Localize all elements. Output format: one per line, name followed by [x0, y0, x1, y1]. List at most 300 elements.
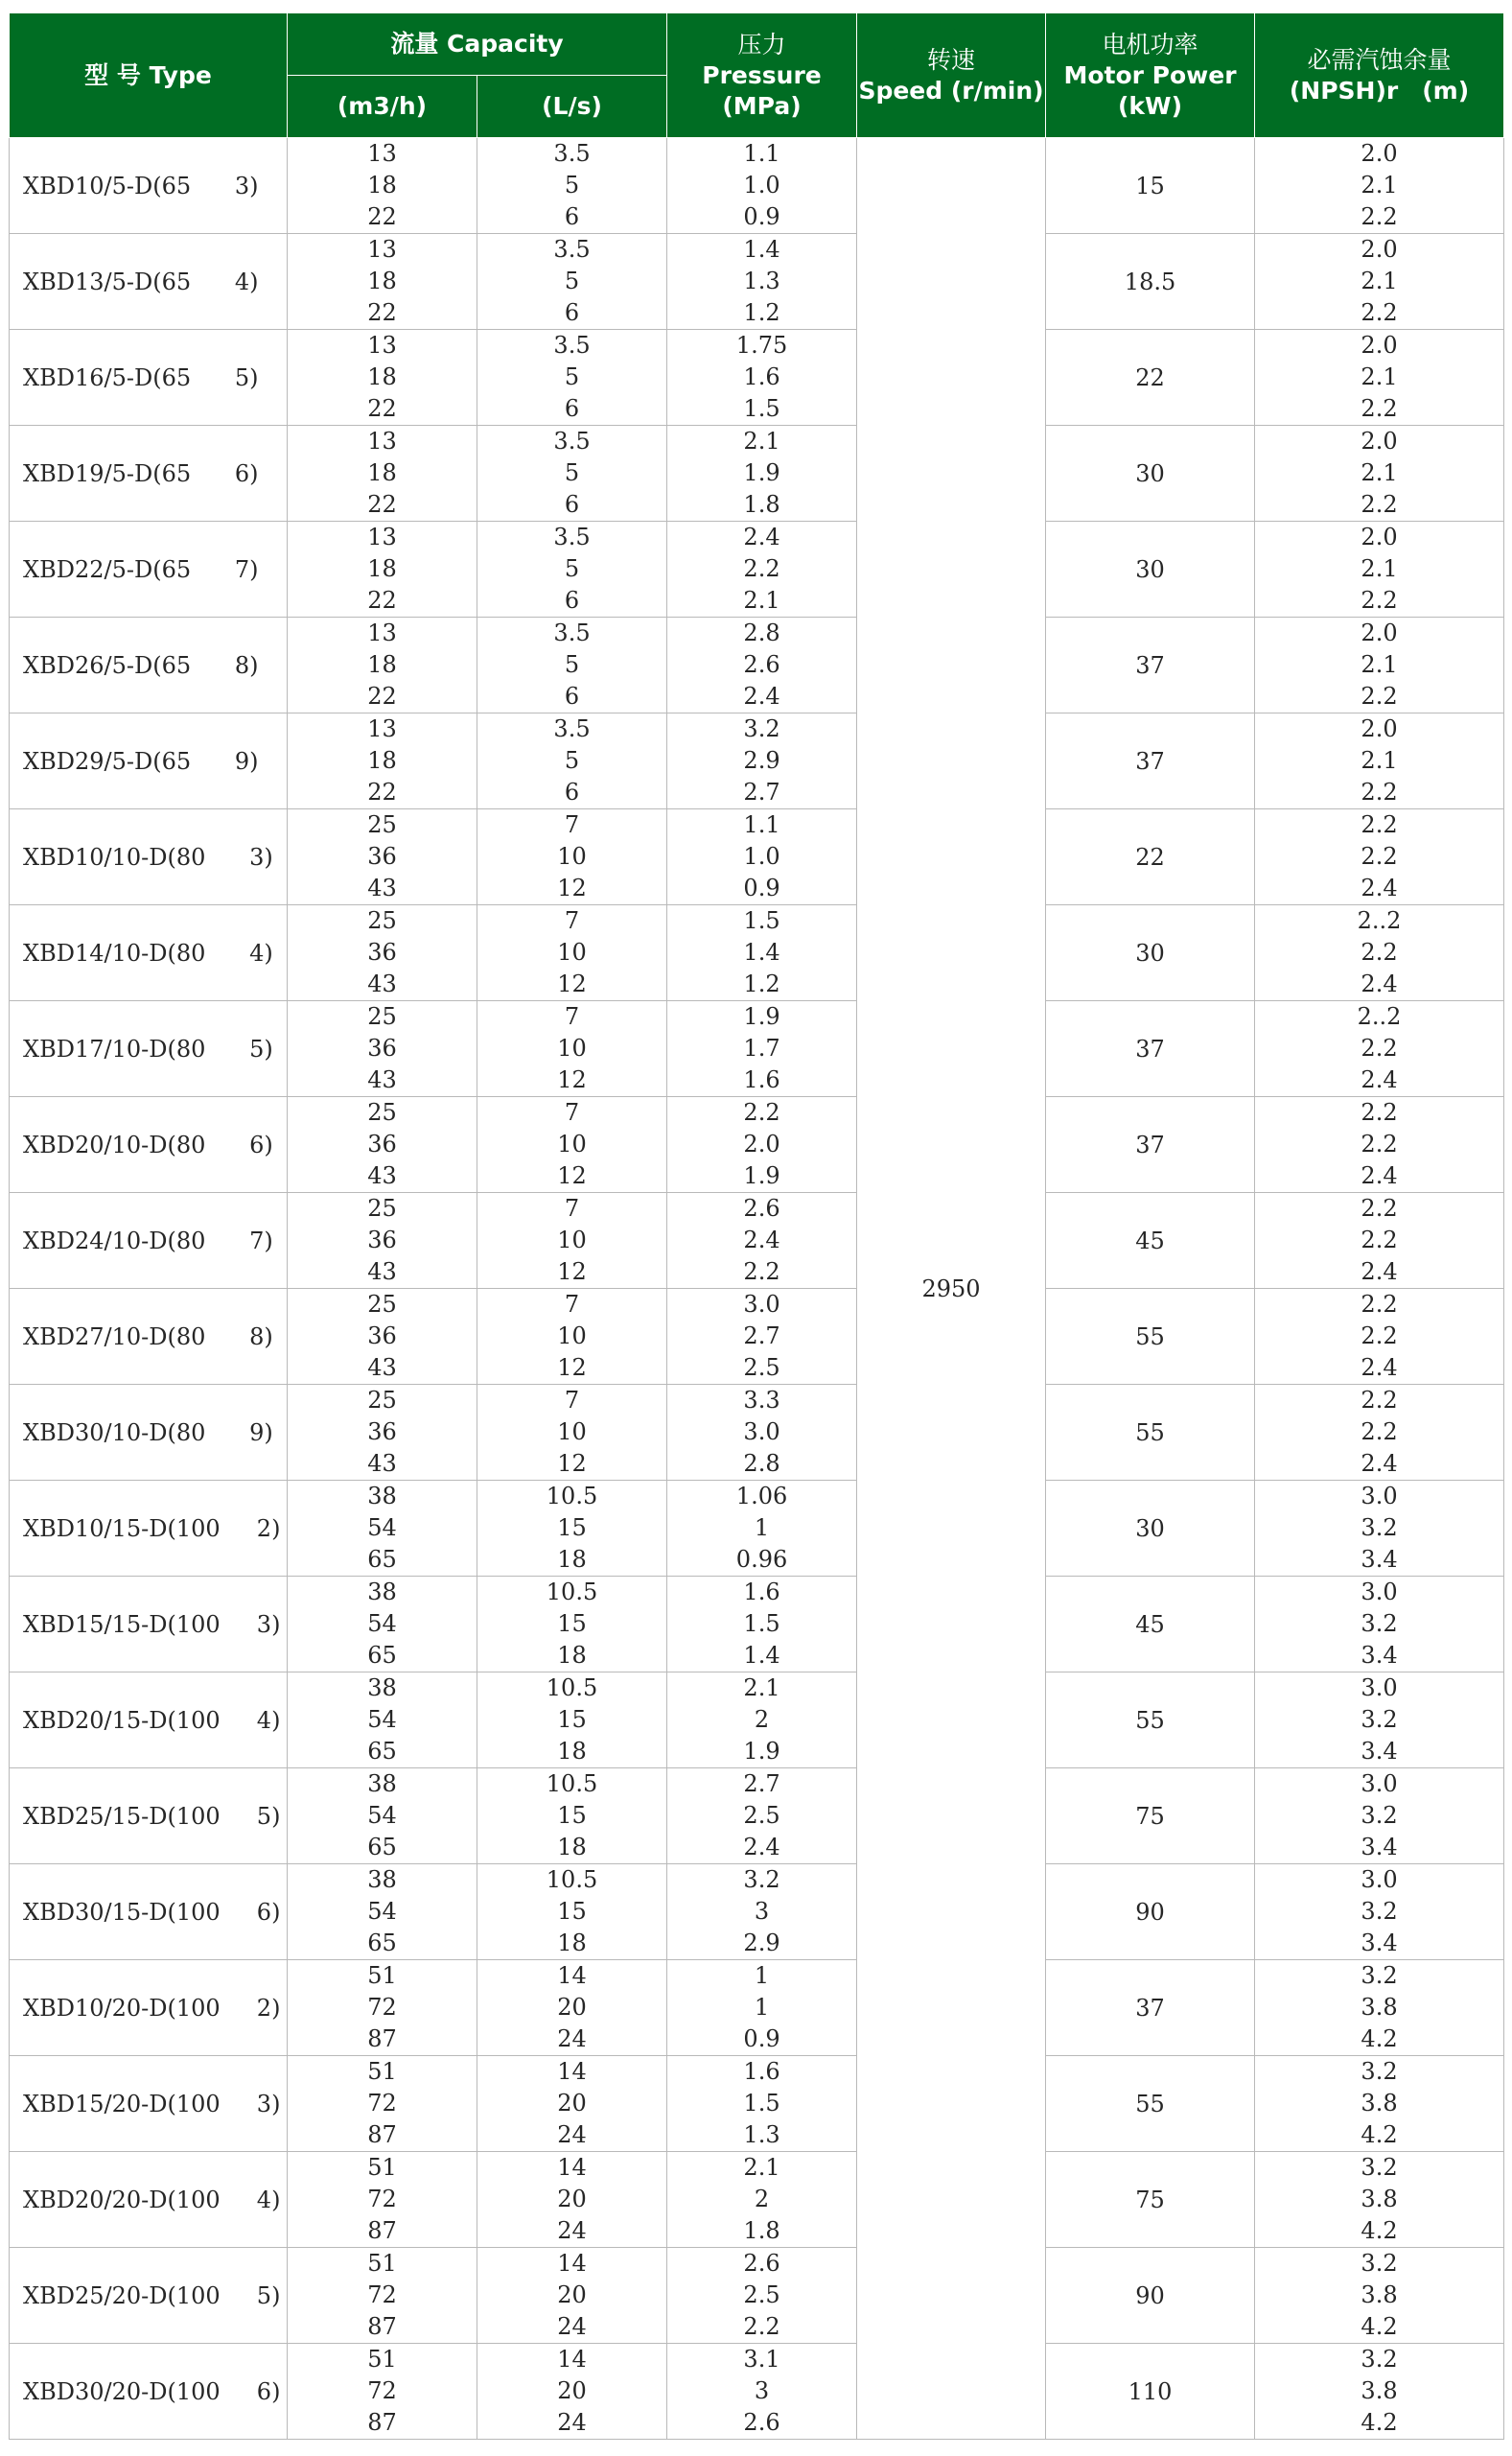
capacity-m3h-value: 54 — [367, 1802, 397, 1829]
table-row — [10, 2344, 1504, 2440]
motor-power-cell: 15 — [1046, 138, 1255, 234]
pressure-value: 1.5 — [743, 907, 780, 934]
pressure-value: 2.7 — [743, 1770, 780, 1797]
motor-power-cell: 110 — [1046, 2344, 1255, 2440]
capacity-ls-cell — [477, 2248, 667, 2344]
npsh-value: 2.2 — [1361, 843, 1398, 870]
npsh-value: 2.0 — [1361, 428, 1398, 455]
header-pressure-en: Pressure — [702, 60, 822, 89]
model-type-cell: XBD20/15-D(100 4) — [10, 1672, 288, 1768]
capacity-m3h-value: 54 — [367, 1610, 397, 1637]
npsh-value: 2.4 — [1361, 971, 1398, 997]
capacity-m3h-value: 87 — [367, 2409, 397, 2436]
capacity-ls-value: 14 — [557, 1962, 587, 1989]
pressure-value: 1.9 — [743, 1003, 780, 1030]
npsh-value: 2.2 — [1361, 299, 1398, 326]
capacity-ls-value: 18 — [557, 1834, 587, 1860]
capacity-ls-value: 20 — [557, 2090, 587, 2117]
table-row — [10, 905, 1504, 1001]
pressure-value: 2.1 — [743, 2154, 780, 2181]
table-row — [10, 1577, 1504, 1672]
pressure-value: 1.1 — [743, 140, 780, 167]
table-row — [10, 138, 1504, 234]
table-row — [10, 1481, 1504, 1577]
header-speed-en: Speed (r/min) — [858, 76, 1044, 105]
npsh-value: 2.2 — [1361, 939, 1398, 966]
capacity-m3h-value: 36 — [367, 1131, 397, 1158]
npsh-value: 3.4 — [1361, 1738, 1398, 1765]
npsh-value: 2.2 — [1361, 1099, 1398, 1126]
capacity-m3h-value: 51 — [367, 2250, 397, 2277]
model-type-cell: XBD10/15-D(100 2) — [10, 1481, 288, 1577]
npsh-value: 2.2 — [1361, 203, 1398, 230]
pressure-value: 3.2 — [743, 715, 780, 742]
pressure-cell — [667, 1001, 857, 1097]
header-npsh-zh: 必需汽蚀余量 — [1307, 45, 1452, 74]
capacity-ls-cell — [477, 138, 667, 234]
capacity-m3h-value: 18 — [367, 555, 397, 582]
speed-cell: 2950 — [857, 138, 1046, 2440]
pressure-value: 1.3 — [743, 268, 780, 294]
model-type-cell: XBD27/10-D(80 8) — [10, 1289, 288, 1385]
capacity-m3h-value: 22 — [367, 779, 397, 806]
capacity-m3h-cell — [288, 809, 477, 905]
capacity-ls-value: 10 — [557, 1227, 587, 1253]
model-type-cell: XBD10/5-D(65 3) — [10, 138, 288, 234]
capacity-ls-cell — [477, 713, 667, 809]
capacity-m3h-value: 36 — [367, 1035, 397, 1062]
pressure-value: 2.5 — [743, 1354, 780, 1381]
capacity-m3h-value: 13 — [367, 236, 397, 263]
npsh-cell — [1255, 330, 1504, 426]
table-body — [10, 138, 1504, 2440]
capacity-ls-value: 6 — [564, 299, 580, 326]
capacity-ls-value: 3.5 — [553, 236, 591, 263]
capacity-m3h-value: 38 — [367, 1674, 397, 1701]
pressure-value: 0.9 — [743, 2025, 780, 2052]
header-capacity-ls: (L/s) — [477, 76, 667, 138]
npsh-value: 2.4 — [1361, 1066, 1398, 1093]
capacity-ls-value: 5 — [564, 363, 580, 390]
npsh-value: 3.4 — [1361, 1546, 1398, 1573]
motor-power-cell: 30 — [1046, 905, 1255, 1001]
capacity-ls-value: 5 — [564, 651, 580, 678]
capacity-m3h-cell — [288, 2344, 477, 2440]
npsh-cell — [1255, 1577, 1504, 1672]
capacity-m3h-cell — [288, 234, 477, 330]
capacity-m3h-value: 72 — [367, 2281, 397, 2308]
pressure-value: 3 — [754, 1898, 770, 1925]
capacity-m3h-value: 72 — [367, 2377, 397, 2404]
capacity-ls-value: 10 — [557, 843, 587, 870]
capacity-m3h-cell — [288, 330, 477, 426]
npsh-value: 3.8 — [1361, 2377, 1398, 2404]
npsh-value: 3.4 — [1361, 1930, 1398, 1956]
pressure-value: 1.0 — [743, 843, 780, 870]
npsh-value: 3.2 — [1361, 2154, 1398, 2181]
pressure-value: 3 — [754, 2377, 770, 2404]
pressure-value: 2 — [754, 2186, 770, 2212]
npsh-cell — [1255, 905, 1504, 1001]
capacity-ls-value: 5 — [564, 555, 580, 582]
capacity-ls-value: 10.5 — [546, 1866, 598, 1893]
pressure-value: 2.1 — [743, 428, 780, 455]
capacity-m3h-value: 22 — [367, 395, 397, 422]
pressure-cell — [667, 234, 857, 330]
motor-power-cell: 90 — [1046, 1864, 1255, 1960]
pressure-value: 0.96 — [735, 1546, 788, 1573]
pressure-value: 1.0 — [743, 172, 780, 199]
capacity-m3h-value: 87 — [367, 2025, 397, 2052]
capacity-ls-cell — [477, 1672, 667, 1768]
capacity-m3h-cell — [288, 1001, 477, 1097]
pressure-value: 1.8 — [743, 2217, 780, 2244]
capacity-ls-cell — [477, 1864, 667, 1960]
motor-power-cell: 30 — [1046, 522, 1255, 618]
pressure-value: 2.7 — [743, 779, 780, 806]
model-type-cell: XBD20/20-D(100 4) — [10, 2152, 288, 2248]
motor-power-cell: 45 — [1046, 1577, 1255, 1672]
capacity-ls-value: 15 — [557, 1802, 587, 1829]
pressure-value: 2.1 — [743, 587, 780, 614]
npsh-value: 3.0 — [1361, 1866, 1398, 1893]
capacity-m3h-value: 54 — [367, 1514, 397, 1541]
capacity-ls-value: 6 — [564, 491, 580, 518]
pressure-cell — [667, 426, 857, 522]
npsh-cell — [1255, 1672, 1504, 1768]
capacity-m3h-value: 65 — [367, 1642, 397, 1669]
pressure-value: 2.5 — [743, 2281, 780, 2308]
npsh-cell — [1255, 2344, 1504, 2440]
pressure-value: 2.2 — [743, 555, 780, 582]
header-pressure-unit: (MPa) — [722, 91, 802, 120]
capacity-ls-value: 20 — [557, 2186, 587, 2212]
capacity-ls-value: 5 — [564, 747, 580, 774]
npsh-value: 2.0 — [1361, 620, 1398, 646]
capacity-m3h-value: 51 — [367, 2154, 397, 2181]
pressure-value: 1.5 — [743, 1610, 780, 1637]
motor-power-cell: 18.5 — [1046, 234, 1255, 330]
capacity-m3h-value: 25 — [367, 1003, 397, 1030]
table-row — [10, 330, 1504, 426]
npsh-value: 2.4 — [1361, 1450, 1398, 1477]
pressure-cell — [667, 1577, 857, 1672]
capacity-ls-value: 14 — [557, 2346, 587, 2373]
capacity-ls-value: 5 — [564, 459, 580, 486]
capacity-ls-cell — [477, 1097, 667, 1193]
npsh-value: 2.2 — [1361, 1418, 1398, 1445]
capacity-ls-value: 20 — [557, 1994, 587, 2021]
npsh-value: 2.2 — [1361, 1387, 1398, 1414]
npsh-value: 3.0 — [1361, 1579, 1398, 1605]
capacity-m3h-cell — [288, 2056, 477, 2152]
npsh-value: 2.1 — [1361, 268, 1398, 294]
table-row — [10, 1001, 1504, 1097]
header-speed-zh: 转速 — [927, 45, 976, 74]
capacity-ls-value: 12 — [557, 971, 587, 997]
capacity-ls-value: 12 — [557, 1450, 587, 1477]
capacity-m3h-value: 38 — [367, 1770, 397, 1797]
model-type-cell: XBD26/5-D(65 8) — [10, 618, 288, 713]
motor-power-cell: 37 — [1046, 713, 1255, 809]
capacity-m3h-value: 22 — [367, 683, 397, 710]
npsh-value: 4.2 — [1361, 2409, 1398, 2436]
pressure-cell — [667, 522, 857, 618]
header-power — [1046, 13, 1255, 138]
pressure-value: 3.3 — [743, 1387, 780, 1414]
npsh-value: 3.4 — [1361, 1642, 1398, 1669]
npsh-value: 3.0 — [1361, 1483, 1398, 1509]
motor-power-cell: 37 — [1046, 1097, 1255, 1193]
capacity-ls-value: 6 — [564, 395, 580, 422]
npsh-value: 2.0 — [1361, 524, 1398, 550]
npsh-cell — [1255, 1001, 1504, 1097]
npsh-value: 2..2 — [1357, 1003, 1402, 1030]
npsh-value: 2.2 — [1361, 395, 1398, 422]
pressure-value: 3.0 — [743, 1418, 780, 1445]
pressure-value: 2.9 — [743, 1930, 780, 1956]
capacity-m3h-value: 51 — [367, 1962, 397, 1989]
capacity-ls-cell — [477, 1385, 667, 1481]
pressure-value: 2.9 — [743, 747, 780, 774]
pressure-value: 2.2 — [743, 1099, 780, 1126]
capacity-m3h-value: 65 — [367, 1834, 397, 1860]
npsh-cell — [1255, 138, 1504, 234]
capacity-ls-cell — [477, 1289, 667, 1385]
capacity-m3h-cell — [288, 905, 477, 1001]
npsh-value: 3.2 — [1361, 1802, 1398, 1829]
model-type-cell: XBD14/10-D(80 4) — [10, 905, 288, 1001]
model-type-cell: XBD22/5-D(65 7) — [10, 522, 288, 618]
capacity-m3h-value: 43 — [367, 875, 397, 901]
pressure-cell — [667, 1097, 857, 1193]
capacity-m3h-cell — [288, 1864, 477, 1960]
model-type-cell: XBD25/20-D(100 5) — [10, 2248, 288, 2344]
model-type-cell: XBD10/10-D(80 3) — [10, 809, 288, 905]
npsh-value: 2.4 — [1361, 1354, 1398, 1381]
pressure-value: 1.3 — [743, 2121, 780, 2148]
table-row — [10, 1672, 1504, 1768]
capacity-m3h-value: 25 — [367, 1099, 397, 1126]
npsh-value: 2.1 — [1361, 363, 1398, 390]
pressure-value: 1.9 — [743, 459, 780, 486]
capacity-ls-value: 18 — [557, 1642, 587, 1669]
model-type-cell: XBD20/10-D(80 6) — [10, 1097, 288, 1193]
capacity-m3h-value: 87 — [367, 2313, 397, 2340]
capacity-ls-value: 7 — [564, 811, 580, 838]
capacity-m3h-value: 18 — [367, 172, 397, 199]
pressure-value: 2.8 — [743, 1450, 780, 1477]
header-pressure-zh: 压力 — [737, 30, 786, 58]
capacity-ls-cell — [477, 905, 667, 1001]
capacity-m3h-cell — [288, 1097, 477, 1193]
capacity-ls-cell — [477, 522, 667, 618]
npsh-cell — [1255, 522, 1504, 618]
capacity-m3h-value: 36 — [367, 1227, 397, 1253]
pressure-value: 1.2 — [743, 299, 780, 326]
pressure-value: 1.4 — [743, 1642, 780, 1669]
capacity-ls-cell — [477, 2344, 667, 2440]
capacity-m3h-value: 54 — [367, 1706, 397, 1733]
pressure-value: 0.9 — [743, 875, 780, 901]
capacity-ls-value: 7 — [564, 1195, 580, 1222]
capacity-m3h-value: 22 — [367, 299, 397, 326]
capacity-m3h-value: 25 — [367, 1195, 397, 1222]
capacity-ls-value: 12 — [557, 1258, 587, 1285]
npsh-cell — [1255, 618, 1504, 713]
pressure-cell — [667, 2056, 857, 2152]
npsh-value: 2.1 — [1361, 651, 1398, 678]
capacity-m3h-value: 43 — [367, 1258, 397, 1285]
npsh-value: 2.2 — [1361, 491, 1398, 518]
pressure-value: 1.6 — [743, 363, 780, 390]
pressure-cell — [667, 2344, 857, 2440]
pressure-value: 2.4 — [743, 1834, 780, 1860]
npsh-cell — [1255, 1960, 1504, 2056]
capacity-ls-value: 24 — [557, 2313, 587, 2340]
npsh-value: 2..2 — [1357, 907, 1402, 934]
npsh-value: 2.2 — [1361, 811, 1398, 838]
pressure-cell — [667, 1481, 857, 1577]
pressure-value: 1 — [754, 1962, 770, 1989]
npsh-value: 2.2 — [1361, 1227, 1398, 1253]
pressure-cell — [667, 905, 857, 1001]
table-row — [10, 1385, 1504, 1481]
pressure-value: 2.5 — [743, 1802, 780, 1829]
capacity-m3h-value: 36 — [367, 1418, 397, 1445]
pressure-value: 2.8 — [743, 620, 780, 646]
capacity-m3h-value: 25 — [367, 1387, 397, 1414]
capacity-ls-cell — [477, 618, 667, 713]
capacity-m3h-value: 18 — [367, 747, 397, 774]
pressure-cell — [667, 1385, 857, 1481]
table-row — [10, 1768, 1504, 1864]
capacity-m3h-value: 36 — [367, 939, 397, 966]
npsh-value: 2.2 — [1361, 1131, 1398, 1158]
capacity-m3h-value: 43 — [367, 1354, 397, 1381]
capacity-ls-cell — [477, 2152, 667, 2248]
capacity-ls-value: 10.5 — [546, 1770, 598, 1797]
capacity-m3h-value: 13 — [367, 140, 397, 167]
header-npsh-en: (NPSH)r (m) — [1289, 76, 1470, 105]
capacity-ls-value: 15 — [557, 1610, 587, 1637]
capacity-ls-value: 12 — [557, 875, 587, 901]
model-type-cell: XBD17/10-D(80 5) — [10, 1001, 288, 1097]
capacity-m3h-value: 18 — [367, 459, 397, 486]
npsh-cell — [1255, 234, 1504, 330]
capacity-ls-value: 5 — [564, 172, 580, 199]
capacity-ls-value: 6 — [564, 203, 580, 230]
capacity-m3h-cell — [288, 1193, 477, 1289]
npsh-cell — [1255, 1097, 1504, 1193]
capacity-ls-value: 12 — [557, 1066, 587, 1093]
capacity-ls-value: 24 — [557, 2409, 587, 2436]
capacity-ls-value: 18 — [557, 1930, 587, 1956]
capacity-ls-cell — [477, 1768, 667, 1864]
model-type-cell: XBD15/20-D(100 3) — [10, 2056, 288, 2152]
pressure-value: 3.2 — [743, 1866, 780, 1893]
model-type-cell: XBD30/20-D(100 6) — [10, 2344, 288, 2440]
table-row — [10, 1289, 1504, 1385]
capacity-ls-cell — [477, 426, 667, 522]
pressure-cell — [667, 1768, 857, 1864]
capacity-m3h-value: 22 — [367, 491, 397, 518]
pressure-value: 2.4 — [743, 683, 780, 710]
capacity-ls-value: 24 — [557, 2025, 587, 2052]
capacity-ls-value: 6 — [564, 587, 580, 614]
capacity-m3h-value: 13 — [367, 524, 397, 550]
npsh-value: 4.2 — [1361, 2313, 1398, 2340]
capacity-m3h-cell — [288, 1960, 477, 2056]
capacity-ls-value: 3.5 — [553, 620, 591, 646]
npsh-value: 3.2 — [1361, 2250, 1398, 2277]
capacity-ls-value: 24 — [557, 2121, 587, 2148]
capacity-ls-value: 5 — [564, 268, 580, 294]
pressure-value: 1.4 — [743, 236, 780, 263]
capacity-ls-value: 10 — [557, 1322, 587, 1349]
pressure-cell — [667, 809, 857, 905]
capacity-ls-value: 3.5 — [553, 428, 591, 455]
npsh-value: 2.1 — [1361, 747, 1398, 774]
npsh-cell — [1255, 1768, 1504, 1864]
capacity-m3h-value: 18 — [367, 268, 397, 294]
capacity-m3h-value: 13 — [367, 620, 397, 646]
table-row — [10, 1960, 1504, 2056]
table-row — [10, 713, 1504, 809]
capacity-m3h-value: 25 — [367, 811, 397, 838]
pressure-value: 1.1 — [743, 811, 780, 838]
pressure-cell — [667, 713, 857, 809]
npsh-value: 2.0 — [1361, 715, 1398, 742]
capacity-ls-value: 7 — [564, 1099, 580, 1126]
npsh-value: 2.2 — [1361, 779, 1398, 806]
capacity-m3h-value: 65 — [367, 1930, 397, 1956]
pressure-cell — [667, 1193, 857, 1289]
pressure-value: 2.6 — [743, 2409, 780, 2436]
npsh-cell — [1255, 1864, 1504, 1960]
npsh-value: 2.4 — [1361, 1258, 1398, 1285]
pressure-cell — [667, 1289, 857, 1385]
table-row — [10, 618, 1504, 713]
capacity-m3h-value: 65 — [367, 1738, 397, 1765]
npsh-value: 2.0 — [1361, 140, 1398, 167]
pressure-value: 3.0 — [743, 1291, 780, 1318]
npsh-value: 3.2 — [1361, 1962, 1398, 1989]
npsh-value: 4.2 — [1361, 2025, 1398, 2052]
npsh-value: 4.2 — [1361, 2121, 1398, 2148]
capacity-m3h-value: 65 — [367, 1546, 397, 1573]
pressure-value: 1.6 — [743, 1066, 780, 1093]
pressure-value: 2.6 — [743, 2250, 780, 2277]
npsh-value: 3.2 — [1361, 1514, 1398, 1541]
pressure-value: 1.8 — [743, 491, 780, 518]
capacity-m3h-cell — [288, 1289, 477, 1385]
capacity-ls-value: 12 — [557, 1354, 587, 1381]
npsh-value: 2.2 — [1361, 1035, 1398, 1062]
npsh-value: 2.2 — [1361, 1322, 1398, 1349]
table-row — [10, 2248, 1504, 2344]
capacity-ls-value: 15 — [557, 1706, 587, 1733]
motor-power-cell: 55 — [1046, 1289, 1255, 1385]
npsh-value: 3.8 — [1361, 1994, 1398, 2021]
motor-power-cell: 37 — [1046, 618, 1255, 713]
capacity-ls-cell — [477, 330, 667, 426]
table-row — [10, 2152, 1504, 2248]
pressure-value: 1.4 — [743, 939, 780, 966]
pressure-value: 1.6 — [743, 2058, 780, 2085]
header-speed — [857, 13, 1046, 138]
capacity-ls-value: 3.5 — [553, 715, 591, 742]
